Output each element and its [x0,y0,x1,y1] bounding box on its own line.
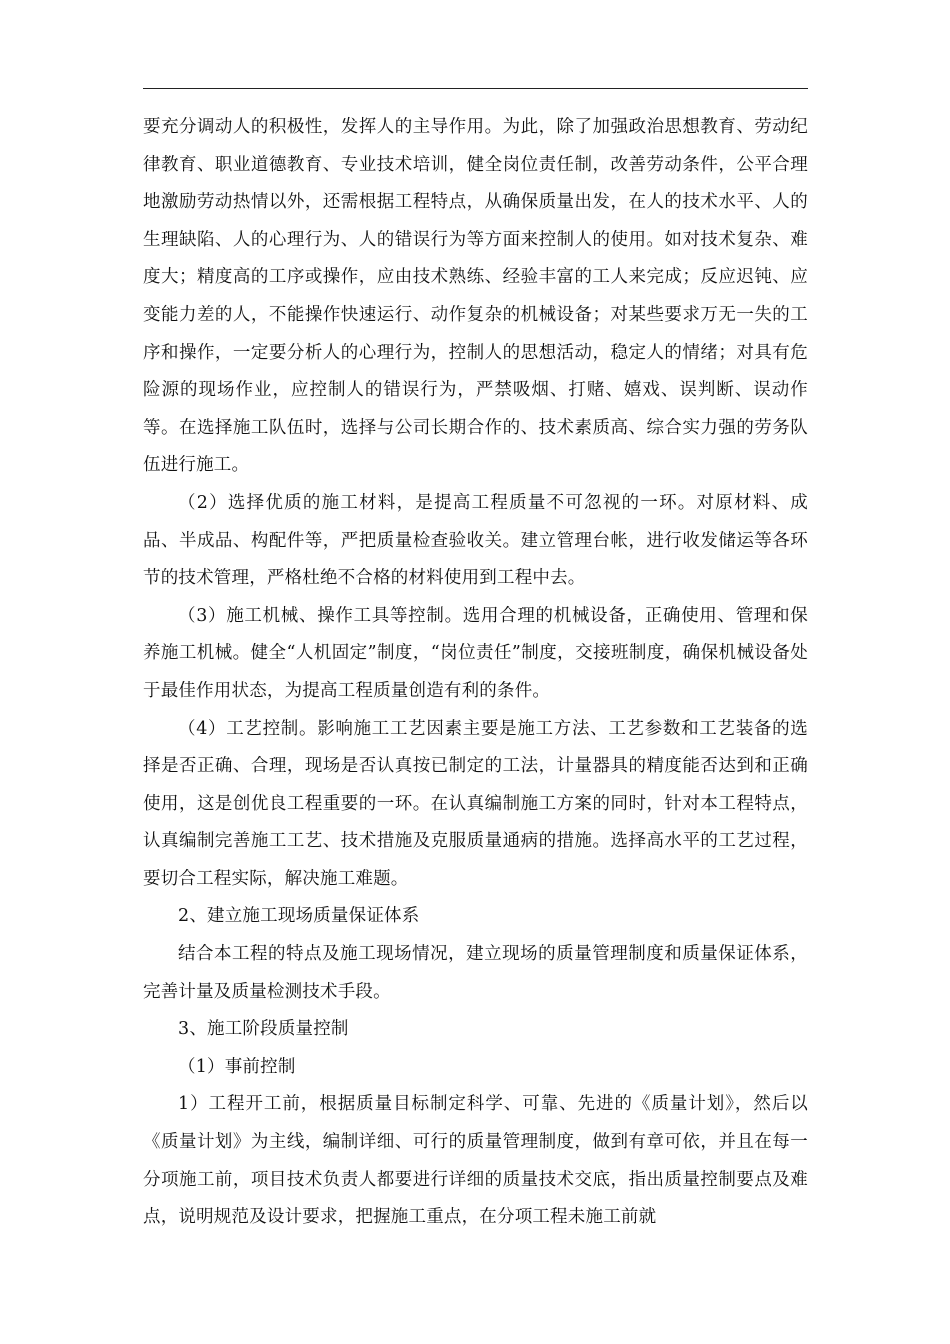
paragraph-3: （3）施工机械、操作工具等控制。选用合理的机械设备，正确使用、管理和保养施工机械。健全“人机固定”制度，“岗位责任”制度，交接班制度，确保机械设备处于最佳作用状态，为提高工程质量创造有利的条件。 [143,605,808,701]
paragraph-1: 要充分调动人的积极性，发挥人的主导作用。为此，除了加强政治思想教育、劳动纪律教育、职业道德教育、专业技术培训，健全岗位责任制，改善劳动条件，公平合理地激励劳动热情以外，还需根据工程特点，从确保质量出发，在人的技术水平、人的生理缺陷、人的心理行为、人的错误行为等方面来控制人的使用。如对技术复杂、难度大；精度高的工序或操作，应由技术熟练、经验丰富的工人来完成；反应迟钝、应变能力差的人，不能操作快速运行、动作复杂的机械设备；对某些要求万无一失的工序和操作，一定要分析人的心理行为，控制人的思想活动，稳定人的情绪；对具有危险源的现场作业，应控制人的错误行为，严禁吸烟、打赌、嬉戏、误判断、误动作等。在选择施工队伍时，选择与公司长期合作的、技术素质高、综合实力强的劳务队伍进行施工。 [143,117,808,476]
paragraph-4: （4）工艺控制。影响施工工艺因素主要是施工方法、工艺参数和工艺装备的选择是否正确、合理，现场是否认真按已制定的工法，计量器具的精度能否达到和正确使用，这是创优良工程重要的一环。在认真编制施工方案的同时，针对本工程特点，认真编制完善施工工艺、技术措施及克服质量通病的措施。选择高水平的工艺过程，要切合工程实际，解决施工难题。 [143,718,808,889]
section-heading-3: 3、施工阶段质量控制 [178,1019,349,1040]
paragraph-6: 结合本工程的特点及施工现场情况，建立现场的质量管理制度和质量保证体系，完善计量及质量检测技术手段。 [143,944,808,1002]
document-body [143,109,808,1237]
paragraph-9: 1）工程开工前，根据质量目标制定科学、可靠、先进的《质量计划》，然后以《质量计划》为主线，编制详细、可行的质量管理制度，做到有章可依，并且在每一分项施工前，项目技术负责人都要进行详细的质量技术交底，指出质量控制要点及难点，说明规范及设计要求，把握施工重点，在分项工程未施工前就 [143,1094,808,1228]
header-rule [143,88,808,89]
subsection-heading-1: （1）事前控制 [178,1056,296,1077]
paragraph-2: （2）选择优质的施工材料，是提高工程质量不可忽视的一环。对原材料、成品、半成品、构配件等，严把质量检查验收关。建立管理台帐，进行收发储运等各环节的技术管理，严格杜绝不合格的材料使用到工程中去。 [143,492,808,589]
section-heading-2: 2、建立施工现场质量保证体系 [178,906,420,927]
